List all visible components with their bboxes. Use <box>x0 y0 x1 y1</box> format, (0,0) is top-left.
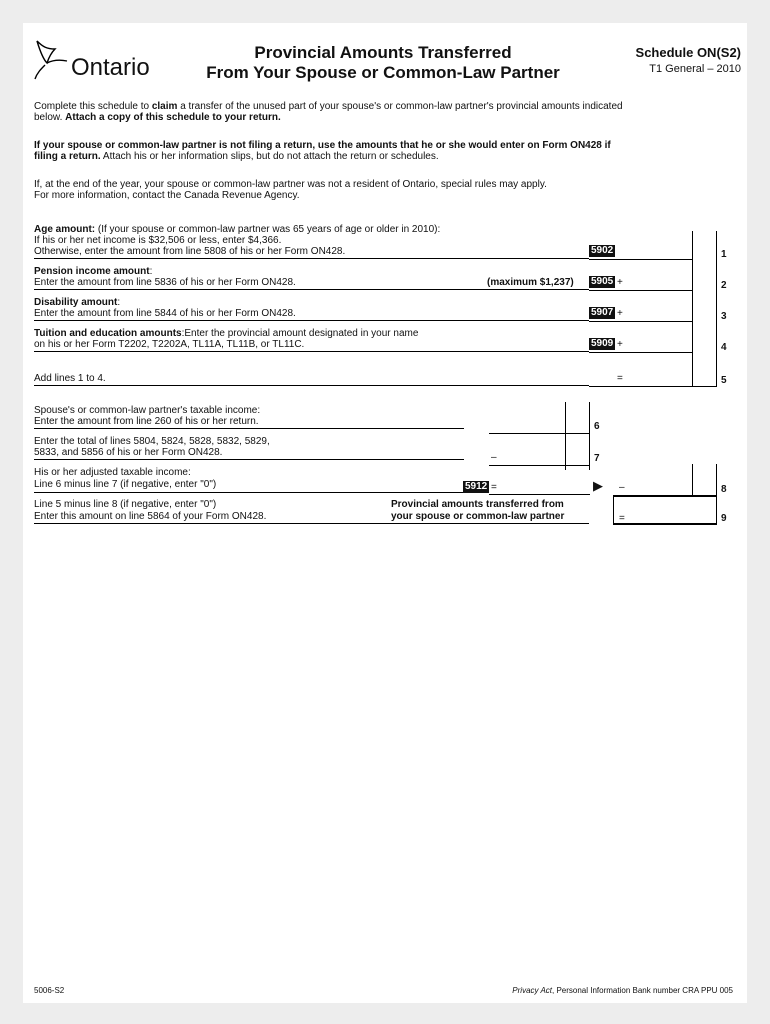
line2-plus: + <box>617 277 623 288</box>
line4-amount-input[interactable] <box>627 334 692 352</box>
privacy-notice: Privacy Act, Personal Information Bank number CRA PPU 005 <box>512 986 733 995</box>
line9-text2: Enter this amount on line 5864 of your Form ON428. <box>34 511 267 522</box>
line1-underline <box>34 258 589 259</box>
line9-equals: = <box>619 513 625 524</box>
line2-amount-input[interactable] <box>627 272 692 290</box>
amount-column-left-border <box>692 231 693 386</box>
line-number-9: 9 <box>721 513 727 524</box>
intro-p1-line1: Complete this schedule to claim a transfer of the unused part of your spouse's or common-law partner's provincial amounts indicated <box>34 101 623 112</box>
line5-amount-rule <box>589 386 717 387</box>
line1-amount-rule <box>589 259 692 260</box>
line8-column-right-border <box>716 464 717 495</box>
line5-underline <box>34 385 589 386</box>
line8-mid-rule <box>489 494 590 495</box>
schedule-id: Schedule ON(S2) <box>635 45 741 60</box>
intro-p2-line1: If your spouse or common-law partner is not filing a return, use the amounts that he or she would enter on Form ON428 if <box>34 140 611 151</box>
line3-amount-input[interactable] <box>627 303 692 321</box>
intro-p2-line2: filing a return. Attach his or her information slips, but do not attach the return or schedules. <box>34 151 439 162</box>
form-title-line2: From Your Spouse or Common-Law Partner <box>206 63 560 82</box>
trillium-icon <box>33 37 73 83</box>
line8-text2: Line 6 minus line 7 (if negative, enter "0") <box>34 479 217 490</box>
line7-text1: Enter the total of lines 5804, 5824, 5828, 5832, 5829, <box>34 436 270 447</box>
line8-adjusted-income-input[interactable] <box>501 473 565 494</box>
line3-amount-rule <box>589 321 692 322</box>
line5-equals: = <box>617 373 623 384</box>
line6-amount-input[interactable] <box>489 413 565 433</box>
line3-text2: Enter the amount from line 5844 of his or her Form ON428. <box>34 308 296 319</box>
amount-column-right-border <box>716 231 717 386</box>
line6-text1: Spouse's or common-law partner's taxable income: <box>34 405 261 416</box>
form-title-line1: Provincial Amounts Transferred <box>254 43 512 62</box>
pension-maximum: (maximum $1,237) <box>487 277 574 288</box>
ontario-logo <box>33 37 158 83</box>
line-number-5: 5 <box>721 375 727 386</box>
line-number-4: 4 <box>721 342 727 353</box>
line8-text1: His or her adjusted taxable income: <box>34 467 191 478</box>
line7-amount-rule <box>489 465 590 466</box>
line5-text: Add lines 1 to 4. <box>34 373 106 384</box>
arrow-right-icon: ▶ <box>593 478 603 493</box>
form-page <box>23 23 747 1003</box>
line-number-1: 1 <box>721 249 727 260</box>
line7-underline <box>34 459 464 460</box>
line-code-5905: 5905 <box>591 276 614 287</box>
line1-text3: Otherwise, enter the amount from line 5808 of his or her Form ON428. <box>34 246 346 257</box>
line4-underline <box>34 351 589 352</box>
line-number-6: 6 <box>594 421 600 432</box>
line2-text2: Enter the amount from line 5836 of his or her Form ON428. <box>34 277 296 288</box>
line5-amount-input[interactable] <box>627 368 692 386</box>
line2-underline <box>34 289 589 290</box>
line8-amount-input[interactable] <box>627 473 692 495</box>
line9-total-input[interactable] <box>613 496 717 525</box>
intro-p1-line2: below. Attach a copy of this schedule to your return. <box>34 112 281 123</box>
line4-text2: on his or her Form T2202, T2202A, TL11A, TL11B, or TL11C. <box>34 339 305 350</box>
form-number: 5006-S2 <box>34 986 65 995</box>
line8-minus: – <box>619 482 625 493</box>
line1-text2: If his or her net income is $32,506 or less, enter $4,366. <box>34 235 282 246</box>
line3-title: Disability amount: <box>34 297 121 308</box>
line4-amount-rule <box>589 352 692 353</box>
line-number-8: 8 <box>721 484 727 495</box>
middle-column-right-border <box>589 402 590 470</box>
logo-text: Ontario <box>71 54 150 81</box>
line-number-3: 3 <box>721 311 727 322</box>
line4-title: Tuition and education amounts:Enter the provincial amount designated in your name <box>34 328 419 339</box>
line6-underline <box>34 428 464 429</box>
line2-title: Pension income amount: <box>34 266 153 277</box>
form-year: T1 General – 2010 <box>649 63 741 75</box>
line1-amount-input[interactable] <box>615 241 692 259</box>
line9-underline <box>34 523 589 524</box>
intro-p3-line2: For more information, contact the Canada Revenue Agency. <box>34 190 300 201</box>
line9-label2: your spouse or common-law partner <box>391 511 565 522</box>
line1-title: Age amount: (If your spouse or common-law partner was 65 years of age or older in 2010): <box>34 224 441 235</box>
line3-plus: + <box>617 308 623 319</box>
line9-text1: Line 5 minus line 8 (if negative, enter "0") <box>34 499 217 510</box>
line9-label1: Provincial amounts transferred from <box>391 499 564 510</box>
line-code-5909: 5909 <box>591 338 614 349</box>
line-code-5902: 5902 <box>591 245 614 256</box>
line7-minus: – <box>491 452 497 463</box>
line3-underline <box>34 320 589 321</box>
line8-column-border <box>692 464 693 495</box>
line2-amount-rule <box>589 290 692 291</box>
line-number-7: 7 <box>594 453 600 464</box>
line-number-2: 2 <box>721 280 727 291</box>
line6-text2: Enter the amount from line 260 of his or her return. <box>34 416 259 427</box>
line8-underline <box>34 492 464 493</box>
middle-column-border <box>565 402 566 470</box>
line8-equals: = <box>491 482 497 493</box>
intro-p3-line1: If, at the end of the year, your spouse or common-law partner was not a resident of Ontario, special rules may apply. <box>34 179 547 190</box>
line7-amount-input[interactable] <box>501 443 565 465</box>
line4-plus: + <box>617 339 623 350</box>
line-code-5912: 5912 <box>465 481 488 492</box>
line7-text2: 5833, and 5856 of his or her Form ON428. <box>34 447 223 458</box>
line6-amount-rule <box>489 433 590 434</box>
line-code-5907: 5907 <box>591 307 614 318</box>
